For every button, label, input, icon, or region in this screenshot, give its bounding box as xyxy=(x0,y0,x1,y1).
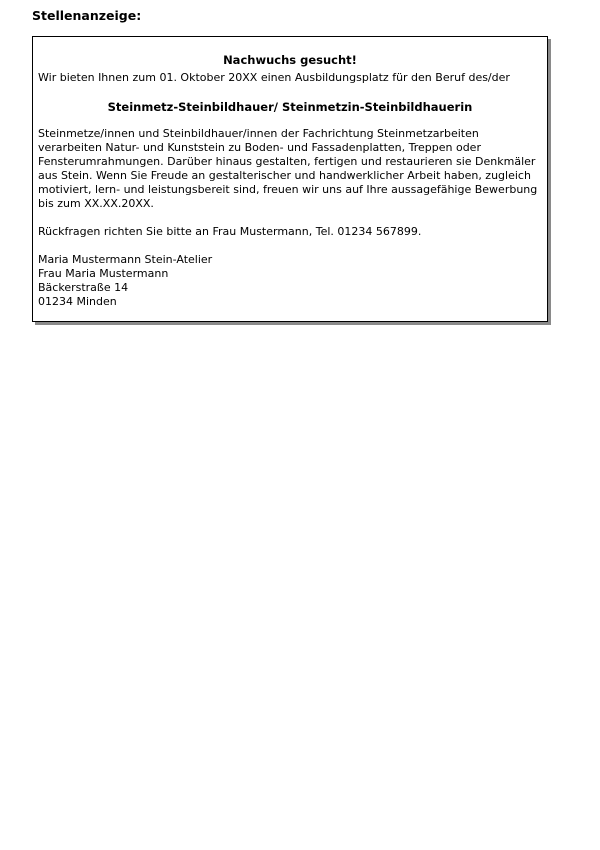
ad-description: Steinmetze/innen und Steinbildhauer/innen der Fachrichtung Steinmetzarbeiten verarbeiten Natur- und Kunststein zu Boden- und Fassadenplatten, Treppen oder Fensterumrahmungen. Darüber hinaus gestalten, fertigen und restaurieren sie Denkmäler aus Stein. Wenn Sie Freude an gestalterischer und handwerklicher Arbeit haben, zugleich motiviert, lern- und leistungsbereit sind, freuen wir uns auf Ihre aussagefähige Bewerbung bis zum XX.XX.20XX. xyxy=(38,127,538,210)
contact-line: Rückfragen richten Sie bitte an Frau Mustermann, Tel. 01234 567899. xyxy=(38,225,422,238)
ad-intro-text: Wir bieten Ihnen zum 01. Oktober 20XX einen Ausbildungsplatz für den Beruf des/der xyxy=(38,71,510,84)
address-block xyxy=(38,253,212,309)
ad-title: Nachwuchs gesucht! xyxy=(223,53,357,67)
page-heading: Stellenanzeige: xyxy=(32,8,142,23)
job-ad-box xyxy=(32,36,548,322)
address-city: 01234 Minden xyxy=(38,295,117,308)
address-person: Frau Maria Mustermann xyxy=(38,267,169,280)
profession-title: Steinmetz-Steinbildhauer/ Steinmetzin-Steinbildhauerin xyxy=(107,100,473,114)
address-street: Bäckerstraße 14 xyxy=(38,281,129,294)
address-company: Maria Mustermann Stein-Atelier xyxy=(38,253,213,266)
